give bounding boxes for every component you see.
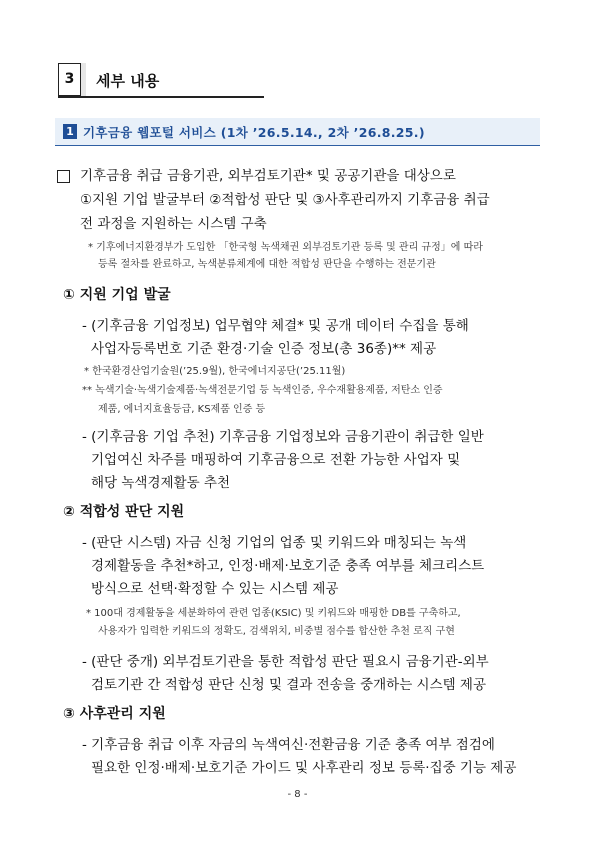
s3-item-a-line-2: 필요한 인정·배제·보호기준 가이드 및 사후관리 정보 등록·집중 기능 제공 (91, 760, 517, 776)
s2-item-a-line-2: 경제활동을 추천*하고, 인정·배제·보호기준 충족 여부를 체크리스트 (91, 558, 485, 574)
intro-note-1: * 기후에너지환경부가 도입한 「한국형 녹색채권 외부검토기관 등록 및 관리 규정」에 따라 (88, 242, 483, 253)
intro-line-2: ①지원 기업 발굴부터 ②적합성 판단 및 ③사후관리까지 기후금융 취급 (80, 192, 490, 208)
s1-item-a-line-1: - (기후금융 기업정보) 업무협약 체결* 및 공개 데이터 수집을 통해 (82, 318, 469, 334)
s1-item-a-line-2: 사업자등록번호 기준 환경·기술 인증 정보(총 36종)** 제공 (91, 341, 437, 357)
intro-line-3: 전 과정을 지원하는 시스템 구축 (80, 216, 267, 232)
s2-note-2: 사용자가 입력한 키워드의 정확도, 검색위치, 비중별 점수를 합산한 추천 로직 구현 (98, 626, 455, 637)
banner-title: 기후금융 웹포털 서비스 (1차 ’26.5.14., 2차 ’26.8.25.) (83, 125, 425, 140)
intro-line-1: 기후금융 취급 금융기관, 외부검토기관* 및 공공기관을 대상으로 (80, 168, 456, 184)
s2-item-b-line-2: 검토기관 간 적합성 판단 신청 및 결과 전송을 중개하는 시스템 제공 (91, 677, 487, 693)
subsection-heading-3: ③ 사후관리 지원 (63, 706, 166, 722)
page-number: - 8 - (287, 789, 308, 800)
s1-note-2: ** 녹색기술·녹색기술제품·녹색전문기업 등 녹색인증, 우수재활용제품, 저탄소 인증 (82, 385, 443, 396)
s2-item-b-line-1: - (판단 중개) 외부검토기관을 통한 적합성 판단 필요시 금융기관-외부 (82, 654, 489, 670)
checkbox-bullet-icon (57, 168, 70, 187)
s1-note-3: 제품, 에너지효율등급, KS제품 인증 등 (98, 404, 266, 415)
section-number: 3 (58, 63, 81, 96)
section-underline (58, 96, 264, 98)
section-title: 세부 내용 (96, 72, 160, 90)
s2-item-a-line-3: 방식으로 선택·확정할 수 있는 시스템 제공 (91, 581, 339, 597)
subsection-heading-1: ① 지원 기업 발굴 (63, 287, 171, 303)
s2-item-a-line-1: - (판단 시스템) 자금 신청 기업의 업종 및 키워드와 매칭되는 녹색 (82, 535, 467, 551)
banner-number: 1 (63, 124, 77, 139)
s1-note-1: * 한국환경산업기술원(’25.9월), 한국에너지공단(’25.11월) (84, 366, 346, 377)
s1-item-b-line-1: - (기후금융 기업 추천) 기후금융 기업정보와 금융기관이 취급한 일반 (82, 429, 484, 445)
s2-note-1: * 100대 경제활동을 세분화하여 관련 업종(KSIC) 및 키워드와 매핑한 DB를 구축하고, (86, 608, 461, 619)
subsection-heading-2: ② 적합성 판단 지원 (63, 504, 185, 520)
s3-item-a-line-1: - 기후금융 취급 이후 자금의 녹색여신·전환금융 기준 충족 여부 점검에 (82, 737, 495, 753)
section-divider (81, 63, 86, 96)
intro-note-2: 등록 절차를 완료하고, 녹색분류체계에 대한 적합성 판단을 수행하는 전문기관 (98, 259, 436, 270)
s1-item-b-line-3: 해당 녹색경제활동 추천 (91, 475, 230, 491)
s1-item-b-line-2: 기업여신 차주를 매핑하여 기후금융으로 전환 가능한 사업자 및 (91, 452, 461, 468)
